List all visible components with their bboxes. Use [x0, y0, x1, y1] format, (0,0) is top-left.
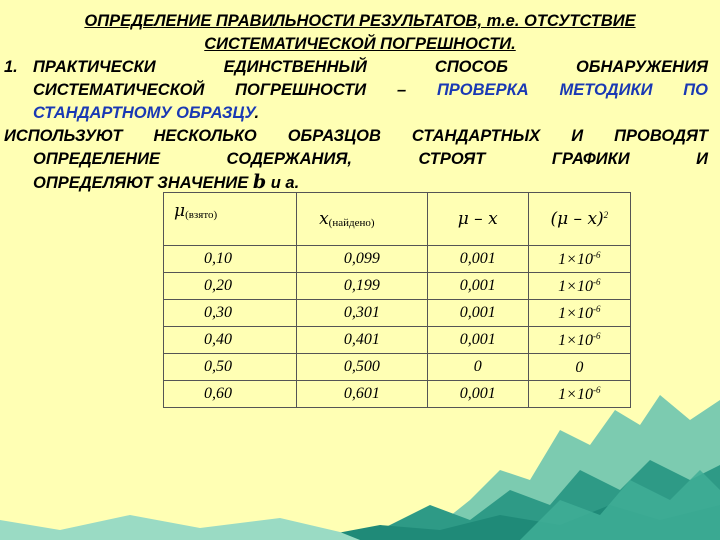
cell-squared-exp: -6	[592, 276, 601, 287]
cell-taken: 0,10	[164, 246, 297, 273]
cell-difference: 0,001	[427, 246, 528, 273]
cell-difference: 0,001	[427, 273, 528, 300]
header-x-found	[296, 193, 427, 246]
cell-found: 0,301	[296, 300, 427, 327]
table-row	[164, 300, 631, 327]
cell-squared-exp: -6	[592, 303, 601, 314]
cell-squared-base: 1×10	[558, 250, 593, 268]
cell-squared-base: 1×10	[558, 331, 593, 349]
cell-taken: 0,40	[164, 327, 297, 354]
cell-squared	[528, 381, 630, 408]
cell-squared-exp: -6	[592, 330, 601, 341]
list-item-1	[0, 56, 720, 125]
header-difference-squared	[528, 193, 630, 246]
item1-line-3-blue: СТАНДАРТНОМУ ОБРАЗЦУ	[33, 104, 255, 122]
header-mu-sub: (взято)	[185, 209, 218, 221]
header-mu-taken	[164, 193, 297, 246]
cell-difference: 0,001	[427, 327, 528, 354]
cell-taken: 0,50	[164, 354, 297, 381]
header-difference	[427, 193, 528, 246]
cell-found: 0,199	[296, 273, 427, 300]
cell-taken: 0,20	[164, 273, 297, 300]
results-table	[163, 192, 631, 408]
table-row	[164, 327, 631, 354]
para2-line-1: ИСПОЛЬЗУЮТ НЕСКОЛЬКО ОБРАЗЦОВ СТАНДАРТНЫХ И ПРОВОДЯТ	[4, 127, 708, 145]
cell-taken: 0,60	[164, 381, 297, 408]
content-text	[0, 10, 720, 195]
item1-line-3	[33, 102, 708, 125]
cell-squared	[528, 354, 630, 381]
para2-line-3-post: и a.	[266, 174, 300, 192]
cell-difference: 0	[427, 354, 528, 381]
list-item-number: 1.	[4, 58, 18, 76]
cell-squared-base: 1×10	[558, 385, 593, 403]
para2-line-3-pre: ОПРЕДЕЛЯЮТ ЗНАЧЕНИЕ	[33, 174, 253, 192]
cell-found: 0,401	[296, 327, 427, 354]
paragraph-2	[0, 125, 720, 195]
title-line-2: СИСТЕМАТИЧЕСКОЙ ПОГРЕШНОСТИ.	[204, 35, 516, 53]
table-row	[164, 273, 631, 300]
table-row	[164, 246, 631, 273]
cell-squared-base: 1×10	[558, 304, 593, 322]
header-x-sub: (найдено)	[328, 217, 375, 229]
slide-title	[0, 10, 720, 56]
header-squared-text: (μ – x)	[550, 209, 604, 229]
cell-squared	[528, 300, 630, 327]
table-header-row	[164, 193, 631, 246]
title-line-1: ОПРЕДЕЛЕНИЕ ПРАВИЛЬНОСТИ РЕЗУЛЬТАТОВ, т.е. ОТСУТСТВИЕ	[84, 12, 636, 30]
header-difference-text: μ – x	[457, 209, 498, 229]
cell-squared	[528, 273, 630, 300]
table-row	[164, 381, 631, 408]
item1-line-2-black: СИСТЕМАТИЧЕСКОЙ ПОГРЕШНОСТИ –	[33, 81, 437, 99]
cell-found: 0,099	[296, 246, 427, 273]
cell-squared-base: 1×10	[558, 277, 593, 295]
header-squared-sup: 2	[603, 210, 609, 220]
item1-line-2-blue: ПРОВЕРКА МЕТОДИКИ ПО	[436, 81, 708, 99]
cell-difference: 0,001	[427, 381, 528, 408]
cell-found: 0,601	[296, 381, 427, 408]
para2-line-2: ОПРЕДЕЛЕНИЕ СОДЕРЖАНИЯ, СТРОЯТ ГРАФИКИ И	[33, 150, 708, 168]
table-row	[164, 354, 631, 381]
header-x-symbol: x	[319, 209, 329, 229]
table-body	[164, 246, 631, 408]
item1-line-1: ПРАКТИЧЕСКИ ЕДИНСТВЕННЫЙ СПОСОБ ОБНАРУЖЕНИЯ	[33, 58, 708, 76]
cell-taken: 0,30	[164, 300, 297, 327]
cell-squared	[528, 327, 630, 354]
header-mu-symbol: μ	[174, 201, 186, 221]
cell-found: 0,500	[296, 354, 427, 381]
cell-squared-base: 0	[575, 358, 584, 376]
cell-squared-exp: -6	[592, 249, 601, 260]
item1-line-2	[33, 79, 708, 102]
item1-line-3-end: .	[254, 104, 260, 122]
cell-difference: 0,001	[427, 300, 528, 327]
cell-squared	[528, 246, 630, 273]
para2-line-3-b: b	[252, 171, 267, 193]
cell-squared-exp: -6	[592, 384, 601, 395]
